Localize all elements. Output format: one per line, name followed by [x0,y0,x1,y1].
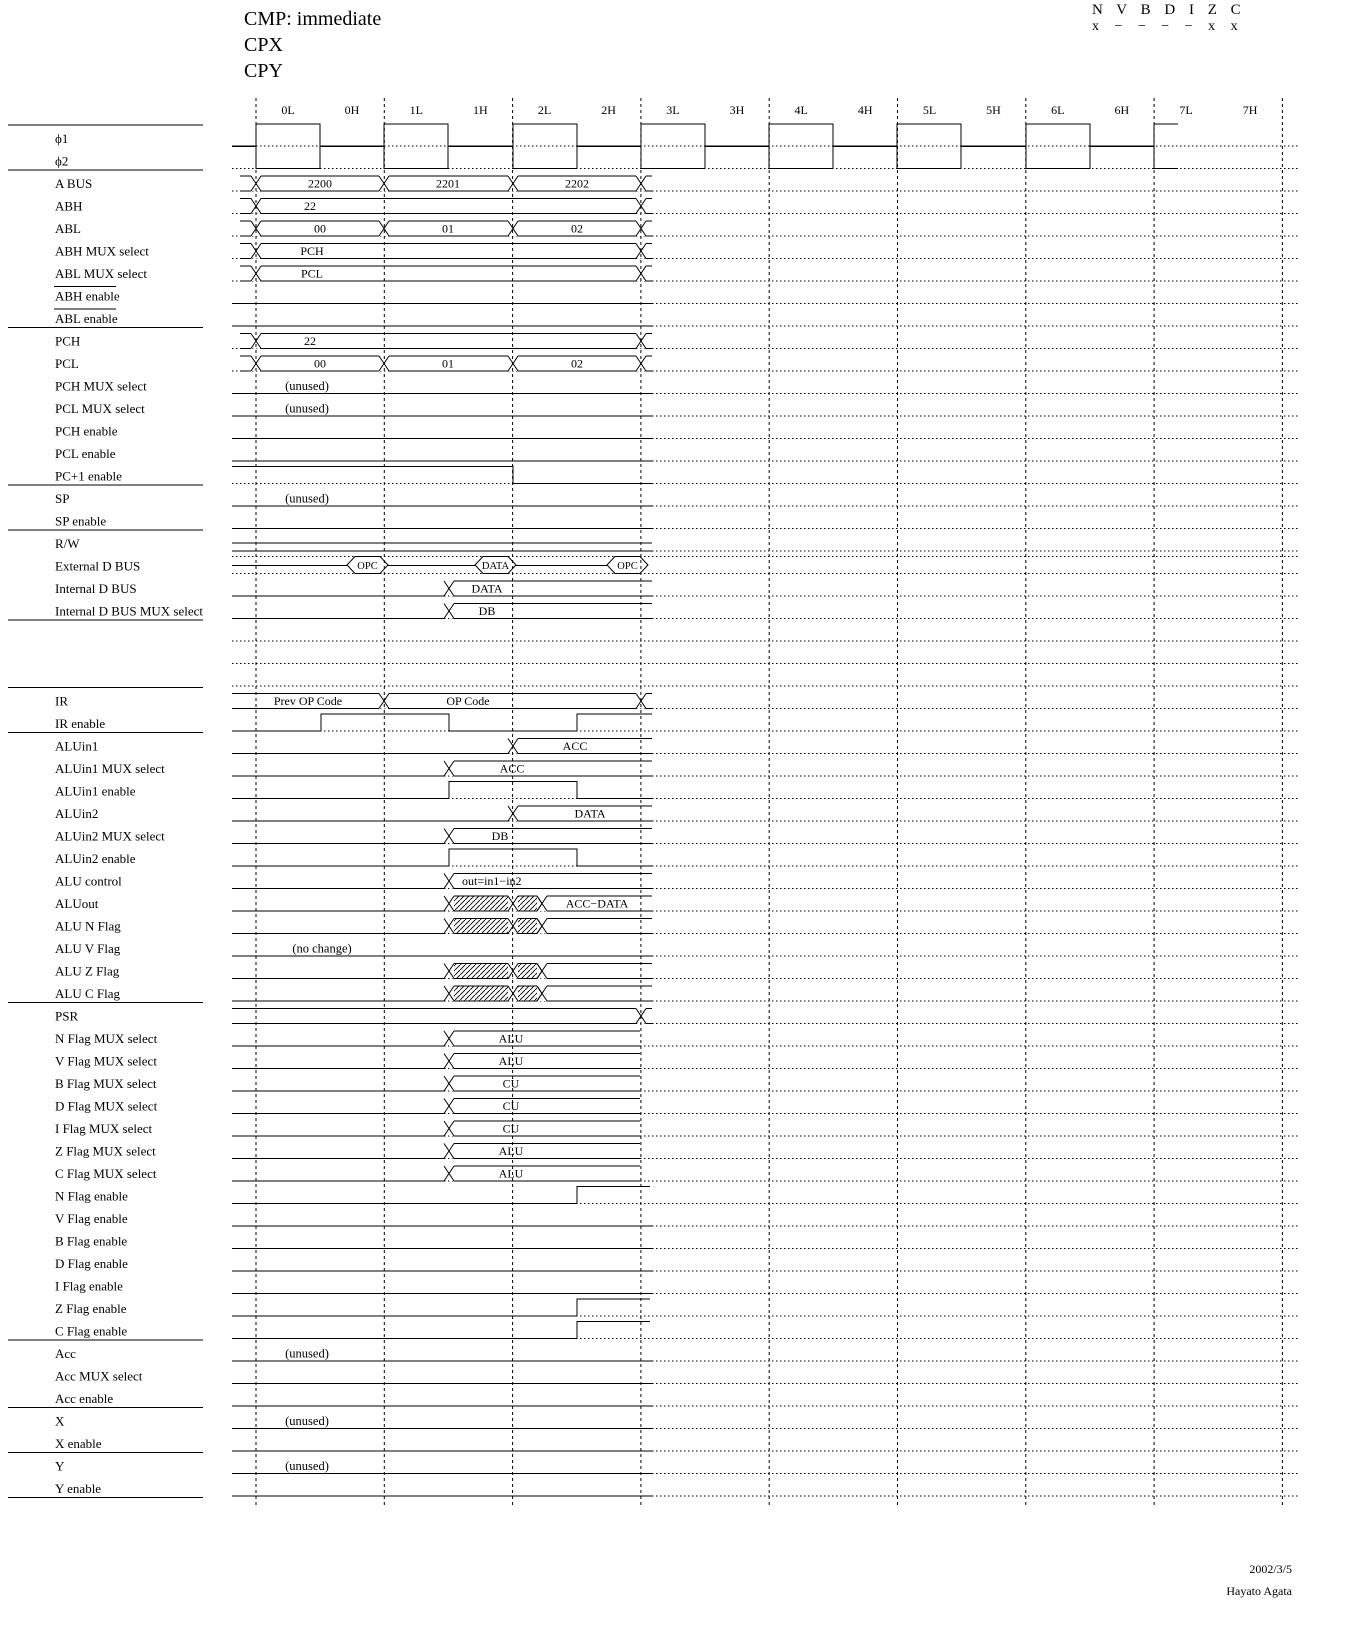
signal-label: B Flag MUX select [55,1076,157,1091]
wave-value-label: DATA [574,806,606,821]
signal-label: ϕ2 [55,153,69,169]
signal-row-ir [232,694,1298,709]
annotation-text: (unused) [285,491,329,506]
signal-row-aluin1 [232,739,1298,754]
signal-label: ALU V Flag [55,941,121,956]
wave-value-label: DB [478,604,496,618]
signal-row-a-bus [232,176,1298,191]
signal-label: ALUin2 MUX select [55,828,165,844]
signal-row-psr [232,1009,1298,1024]
wave-value-label: out=in1−in2 [462,874,522,888]
status-flags-legend [1092,2,1246,35]
signal-label: External D BUS [55,558,141,574]
signal-row-external-d-bus [232,557,1298,574]
signal-row-pch-mux-select [232,379,1298,394]
signal-row-abh [232,199,1298,214]
wave-value-label: OP Code [446,694,490,708]
signal-label: ALUin1 enable [55,783,136,799]
wave-value-label: ACC [562,739,588,753]
signal-row-alu-control [232,874,1298,889]
signal-label: IR [55,693,68,709]
signal-row-internal-d-bus-mux-select [232,604,1298,619]
signal-label: ALUin1 MUX select [55,761,165,776]
instruction-title-block [244,6,381,84]
signal-row-sp [232,492,1298,507]
cycle-label: 3H [729,103,745,117]
wave-value-label: 2201 [436,176,460,191]
signal-row-acc [232,1347,1298,1362]
cycle-label: 2H [601,103,616,117]
signal-label: N Flag enable [55,1188,128,1204]
signal-row-n-flag-mux-select [232,1031,1298,1046]
wave-value-label: CU [502,1121,520,1136]
signal-row-alu-z-flag [232,964,1298,979]
bus-valid-label: OPC [617,561,638,572]
wave-value-label: CU [502,1076,520,1091]
wave-value-label: ACC [499,761,525,776]
signal-label: PCL [55,356,79,371]
signal-row-abl-mux-select [232,266,1298,281]
signal-label: D Flag MUX select [55,1098,158,1114]
annotation-text: (unused) [285,379,329,393]
signal-label: Acc MUX select [55,1368,143,1384]
wave-value-label: DATA [471,581,503,596]
signal-row-pch [232,334,1298,349]
signal-label: V Flag MUX select [55,1053,157,1069]
bus-valid-label: DATA [481,561,510,572]
signal-label: V Flag enable [55,1211,128,1226]
wave-value-label: Prev OP Code [273,694,343,708]
signal-row-b-flag-mux-select [232,1076,1298,1091]
wave-value-label: PCL [300,266,324,281]
signal-label: ALUin2 [55,806,99,821]
signal-label: PCH MUX select [55,378,147,394]
signal-label: B Flag enable [55,1233,128,1249]
signal-label: ϕ1 [55,131,69,146]
signal-label: ABL [55,221,81,236]
signal-label: PCL MUX select [55,401,145,416]
signal-label: Acc enable [55,1391,114,1406]
signal-row-pcl-mux-select [232,402,1298,417]
signal-label: N Flag MUX select [55,1031,158,1046]
signal-label: Internal D BUS MUX select [55,603,204,619]
signal-row-d-flag-mux-select [232,1099,1298,1114]
signal-row-aluin1-enable [232,782,1298,799]
signal-row-c-flag-mux-select [232,1166,1298,1181]
annotation-text: (unused) [285,401,329,416]
cycle-label: 5H [986,103,1001,117]
wave-value-label: PCH [300,244,324,258]
wave-value-label: 2202 [565,176,589,191]
wave-value-label: ALU [498,1166,524,1181]
signal-label: ABH MUX select [55,243,149,259]
wave-value-label: 22 [304,334,316,348]
wave-value-label: 00 [314,221,326,236]
cycle-label: 0H [344,103,360,117]
signal-row-alu-v-flag [232,942,1298,957]
signal-row-pc-1-enable [232,467,1298,484]
status-flag-names: N V B D I Z C [1092,2,1246,18]
signal-label: X [55,1413,65,1429]
signal-label: PCH [55,333,81,349]
footer-author: Hayato Agata [1226,1584,1292,1598]
signal-label: ALUin1 [55,738,99,754]
signal-label: R/W [55,536,80,551]
wave-value-label: CU [502,1099,520,1113]
signal-label: SP [55,491,70,506]
signal-row-aluin2-mux-select [232,829,1298,844]
signal-row-pcl [232,356,1298,371]
wave-value-label: 02 [571,221,583,236]
signal-row-aluin2-enable [232,849,1298,866]
signal-row-r-w [232,543,1298,551]
cycle-label: 2L [537,103,552,117]
signal-label: PCH enable [55,423,118,439]
signal-row--2 [232,147,1298,169]
signal-label: X enable [55,1436,102,1451]
wave-value-label: 02 [571,356,583,371]
cycle-label: 5L [922,103,937,117]
instruction-alias-cpx: CPX [244,34,283,56]
bus-valid-label: OPC [357,561,378,572]
signal-label: ALU N Flag [55,918,121,934]
signal-label: ABL MUX select [55,266,147,281]
cycle-label: 3L [666,103,680,117]
signal-label: ALUout [55,896,99,911]
signal-row-alu-n-flag [232,919,1298,934]
wave-value-label: 2200 [308,176,332,191]
cycle-label: 6L [1051,103,1065,117]
wave-value-label: 22 [304,199,316,213]
signal-row-aluin2 [232,806,1298,821]
signal-label: SP enable [55,513,107,529]
status-flag-values: x − − − − x x [1092,19,1244,34]
signal-label: PSR [55,1008,79,1024]
signal-label: C Flag enable [55,1323,128,1339]
wave-value-label: 00 [314,356,326,371]
signal-row-i-flag-mux-select [232,1121,1298,1136]
signal-row-x [232,1414,1298,1429]
cycle-label: 1L [409,103,423,117]
signal-label-column [54,131,203,1496]
wave-value-label: ALU [498,1031,524,1046]
wave-value-label: ALU [498,1054,524,1068]
signal-label: ABH enable [55,288,120,304]
signal-row-aluin1-mux-select [232,761,1298,776]
wave-value-label: ACC−DATA [565,896,629,911]
signal-row-v-flag-mux-select [232,1054,1298,1069]
signal-row--1 [232,124,1298,146]
signal-label: ALU C Flag [55,986,120,1001]
instruction-title: CMP: immediate [244,8,382,30]
signal-label: ALU Z Flag [55,963,120,979]
signal-row-alu-c-flag [232,986,1298,1001]
signal-row-aluout [232,896,1298,911]
signal-row-abl [232,221,1298,236]
signal-row-abh-mux-select [232,244,1298,259]
signal-label: Y [55,1458,65,1474]
signal-row-y [232,1459,1298,1474]
signal-label: PC+1 enable [55,468,122,484]
signal-row-internal-d-bus [232,581,1298,596]
signal-label: PCL enable [55,446,116,461]
signal-label: D Flag enable [55,1256,128,1271]
annotation-text: (unused) [285,1346,329,1361]
signal-label: Z Flag MUX select [55,1143,156,1159]
signal-label: C Flag MUX select [55,1166,157,1181]
cycle-label: 4L [794,103,808,117]
signal-label: Y enable [55,1481,102,1496]
signal-label: IR enable [55,716,106,731]
signal-row-z-flag-enable [232,1299,1298,1316]
signal-row-n-flag-enable [232,1187,1298,1204]
cycle-label: 7L [1179,103,1193,117]
wave-value-label: ALU [498,1144,524,1158]
signal-label: I Flag MUX select [55,1121,153,1136]
annotation-text: (no change) [292,941,352,956]
signal-row-z-flag-mux-select [232,1144,1298,1159]
instruction-alias-cpy: CPY [244,60,283,82]
signal-label: Internal D BUS [55,581,137,596]
cycle-label: 1H [472,103,488,117]
cycle-label: 6H [1114,103,1130,117]
annotation-text: (unused) [285,1459,329,1473]
signal-label: ALUin2 enable [55,851,136,866]
cycle-label: 7H [1242,103,1258,117]
annotation-text: (unused) [285,1414,329,1428]
signal-row-ir-enable [232,714,1298,731]
footer-credit [1226,1558,1292,1602]
cycle-label: 4H [857,103,873,117]
signal-label: ABL enable [55,311,118,326]
cycle-label: 0L [281,103,295,117]
signal-label: Z Flag enable [55,1301,127,1316]
wave-value-label: 01 [442,221,454,236]
wave-value-label: 01 [442,356,454,371]
signal-label: ALU control [55,873,122,889]
wave-value-label: DB [491,829,509,843]
signal-label: Acc [55,1346,76,1361]
signal-label: A BUS [55,176,93,191]
signal-label: ABH [55,198,83,214]
signal-row-c-flag-enable [232,1322,1298,1339]
footer-date: 2002/3/5 [1249,1562,1292,1576]
signal-label: I Flag enable [55,1278,123,1294]
